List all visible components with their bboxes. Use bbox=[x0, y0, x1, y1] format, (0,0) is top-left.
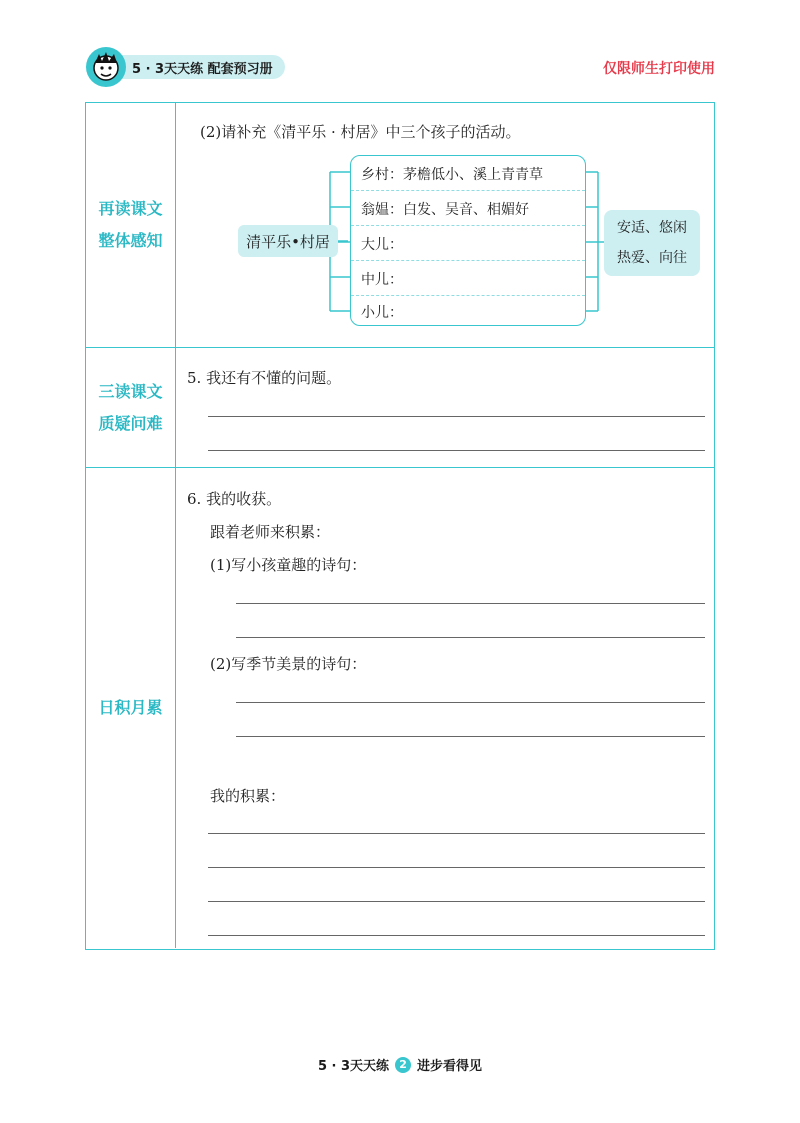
dashed-divider bbox=[351, 190, 585, 191]
page-footer bbox=[0, 1055, 800, 1074]
diagram-item: 中儿： bbox=[361, 272, 403, 288]
diagram-item: 乡村：茅檐低小、溪上青青草 bbox=[361, 167, 543, 183]
answer-line[interactable] bbox=[236, 603, 705, 604]
diagram-items-box bbox=[350, 155, 586, 326]
diagram-item: 小儿： bbox=[361, 305, 403, 321]
question-text: 5. 我还有不懂的问题。 bbox=[187, 369, 342, 387]
answer-line[interactable] bbox=[236, 702, 705, 703]
instruction-text: 跟着老师来积累： bbox=[210, 523, 331, 541]
summary-line: 热爱、向往 bbox=[617, 250, 687, 266]
page-number: 2 bbox=[395, 1057, 411, 1073]
subquestion-text: (2)写季节美景的诗句： bbox=[210, 655, 367, 673]
diagram-item: 大儿： bbox=[361, 237, 403, 253]
dashed-divider bbox=[351, 295, 585, 296]
label-line: 三读课文 bbox=[98, 381, 163, 401]
answer-line[interactable] bbox=[208, 450, 705, 451]
book-title: 5 · 3天天练 配套预习册 bbox=[132, 61, 273, 77]
answer-line[interactable] bbox=[236, 736, 705, 737]
footer-right: 进步看得见 bbox=[417, 1059, 483, 1074]
footer-left: 5 · 3天天练 bbox=[317, 1059, 390, 1074]
instruction-text: 我的积累： bbox=[210, 787, 286, 805]
diagram-item: 翁媪：白发、吴音、相媚好 bbox=[361, 202, 529, 218]
question-text: (2)请补充《清平乐 · 村居》中三个孩子的活动。 bbox=[200, 123, 521, 141]
question-text: 6. 我的收获。 bbox=[187, 490, 282, 508]
section-accumulate bbox=[86, 468, 714, 948]
label-line: 整体感知 bbox=[98, 231, 163, 250]
dashed-divider bbox=[351, 225, 585, 226]
label-line: 质疑问难 bbox=[98, 413, 163, 433]
answer-line[interactable] bbox=[208, 416, 705, 417]
summary-line: 安适、悠闲 bbox=[617, 220, 687, 236]
diagram-summary bbox=[604, 210, 700, 276]
subquestion-text: (1)写小孩童趣的诗句： bbox=[210, 556, 367, 574]
answer-line[interactable] bbox=[208, 833, 705, 834]
answer-line[interactable] bbox=[208, 867, 705, 868]
print-notice: 仅限师生打印使用 bbox=[603, 61, 715, 77]
label-line: 再读课文 bbox=[98, 199, 163, 218]
dashed-divider bbox=[351, 260, 585, 261]
answer-line[interactable] bbox=[208, 935, 705, 936]
label-line: 日积月累 bbox=[98, 698, 163, 717]
section-label bbox=[86, 468, 176, 948]
diagram-root: 清平乐•村居 bbox=[238, 225, 338, 257]
answer-line[interactable] bbox=[208, 901, 705, 902]
answer-line[interactable] bbox=[236, 637, 705, 638]
